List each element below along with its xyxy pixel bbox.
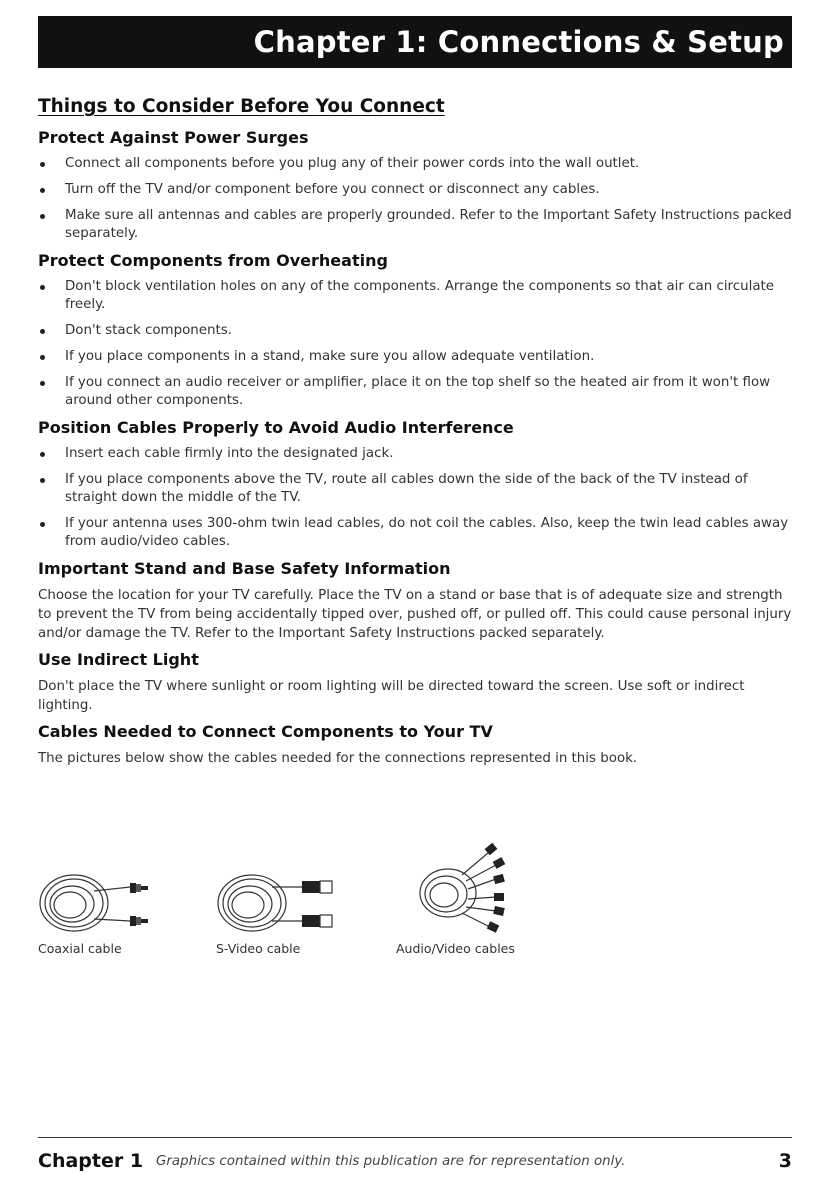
list-item: Make sure all antennas and cables are properly grounded. Refer to the Important Safety Instructions packed separately. [38, 207, 792, 243]
section-title: Important Stand and Base Safety Information [38, 559, 451, 578]
av-cable-icon [396, 835, 526, 939]
coaxial-cable-icon [38, 869, 168, 939]
section-paragraph: Choose the location for your TV carefully. Place the TV on a stand or base that is of adequate size and strength to prevent the TV from being accidentally tipped over, pushed off, or pulled off. This could cause personal injury and/or damage the TV. Refer to the Important Safety Instructions packed separately. [38, 588, 792, 641]
list-item: If you connect an audio receiver or amplifier, place it on the top shelf so the heated air from it won't flow around other components. [38, 374, 792, 410]
footer-chapter: Chapter 1 [38, 1150, 144, 1172]
list-item: If your antenna uses 300-ohm twin lead cables, do not coil the cables. Also, keep the twin lead cables away from audio/video cables. [38, 515, 792, 551]
page-heading: Things to Consider Before You Connect [38, 96, 445, 117]
section-stand-safety [38, 559, 792, 643]
cable-illustrations [38, 835, 792, 965]
bullet-list [38, 278, 792, 410]
av-cable-figure [396, 835, 526, 956]
list-item: Insert each cable firmly into the designated jack. [38, 445, 792, 463]
list-item: Turn off the TV and/or component before you connect or disconnect any cables. [38, 181, 792, 199]
chapter-banner [38, 16, 792, 68]
page-footer [38, 1146, 792, 1176]
bullet-list [38, 445, 792, 551]
list-item: Connect all components before you plug any of their power cords into the wall outlet. [38, 155, 792, 173]
svideo-cable-figure [216, 869, 346, 956]
section-indirect-light [38, 650, 792, 715]
section-cables-needed [38, 722, 792, 768]
footer-note: Graphics contained within this publication are for representation only. [156, 1153, 626, 1169]
svideo-cable-label: S-Video cable [216, 941, 301, 956]
section-power-surges [38, 128, 792, 243]
svideo-cable-icon [216, 869, 346, 939]
list-item: If you place components above the TV, route all cables down the side of the back of the TV instead of straight down the middle of the TV. [38, 471, 792, 507]
footer-divider [38, 1137, 792, 1138]
section-title: Protect Components from Overheating [38, 251, 388, 270]
list-item: If you place components in a stand, make sure you allow adequate ventilation. [38, 348, 792, 366]
section-title: Cables Needed to Connect Components to Your TV [38, 722, 493, 741]
coaxial-cable-figure [38, 869, 168, 956]
av-cable-label: Audio/Video cables [396, 941, 515, 956]
section-title: Position Cables Properly to Avoid Audio Interference [38, 418, 514, 437]
coaxial-cable-label: Coaxial cable [38, 941, 122, 956]
section-title: Use Indirect Light [38, 650, 199, 669]
section-overheating [38, 251, 792, 410]
chapter-title: Chapter 1: Connections & Setup [253, 25, 784, 59]
section-title: Protect Against Power Surges [38, 128, 309, 147]
list-item: Don't stack components. [38, 322, 792, 340]
section-cable-position [38, 418, 792, 551]
main-content [38, 96, 792, 775]
page-number: 3 [778, 1150, 792, 1172]
section-paragraph: The pictures below show the cables needed for the connections represented in this book. [38, 751, 638, 766]
list-item: Don't block ventilation holes on any of the components. Arrange the components so that air can circulate freely. [38, 278, 792, 314]
bullet-list [38, 155, 792, 243]
section-paragraph: Don't place the TV where sunlight or room lighting will be directed toward the screen. Use soft or indirect lighting. [38, 679, 745, 713]
